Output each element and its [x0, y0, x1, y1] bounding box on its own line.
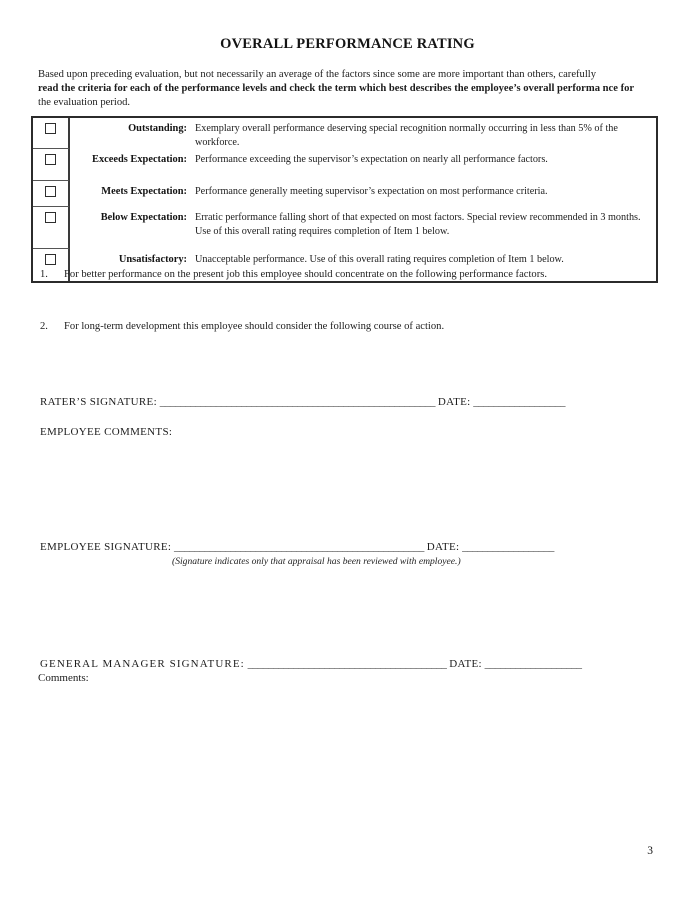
rater-date-field[interactable]: __________________	[473, 396, 566, 408]
general-manager-signature-label: GENERAL MANAGER SIGNATURE:	[40, 658, 245, 670]
checkbox-icon[interactable]	[45, 186, 56, 197]
checkbox-icon[interactable]	[45, 154, 56, 165]
rating-desc-line: Exemplary overall performance deserving special recognition normally occurring in less than 5% of the workforce.	[195, 123, 618, 148]
rating-description-outstanding	[195, 118, 656, 149]
rating-description-meets-expectation	[195, 181, 656, 207]
item-text: For long-term development this employee should consider the following course of action.	[64, 321, 445, 332]
rating-description-exceeds-expectation	[195, 149, 656, 181]
item-number: 2.	[40, 321, 48, 332]
rater-date-label: DATE:	[437, 396, 471, 408]
employee-signature-label: EMPLOYEE SIGNATURE:	[40, 541, 172, 553]
rating-desc-line: Performance exceeding the supervisor’s expectation on nearly all performance factors.	[195, 154, 548, 165]
table-row	[33, 207, 656, 249]
employee-date-label: DATE:	[426, 541, 460, 553]
general-manager-date-label: DATE:	[449, 658, 482, 670]
employee-comments-label	[40, 426, 172, 438]
intro-line-2: read the criteria for each of the performance levels and check the term which best describes the employee’s overall performa nce for	[38, 83, 635, 95]
intro-line-3: the evaluation period.	[38, 97, 131, 109]
rating-desc-line: Use of this overall rating requires completion of Item 1 below.	[195, 225, 450, 237]
table-row	[33, 149, 656, 181]
rating-label-meets-expectation: Meets Expectation:	[101, 186, 187, 197]
employee-comments-text: EMPLOYEE COMMENTS:	[40, 426, 173, 438]
employee-signature-field[interactable]: _________________________________________________	[174, 541, 424, 553]
rating-label-outstanding: Outstanding:	[128, 123, 187, 134]
page-number: 3	[647, 845, 653, 857]
rating-table	[31, 116, 658, 283]
table-row	[33, 181, 656, 207]
general-manager-signature-line	[40, 658, 582, 670]
item-number: 1.	[40, 269, 48, 280]
rating-desc-line: Performance generally meeting supervisor’s expectation on most performance criteria.	[195, 186, 548, 197]
rating-desc-line: Unacceptable performance. Use of this overall rating requires completion of Item 1 below.	[195, 254, 564, 265]
intro-line-1: Based upon preceding evaluation, but not necessarily an average of the factors since some are more important than others, carefully	[38, 69, 597, 80]
rater-signature-line	[40, 396, 565, 408]
rater-signature-field[interactable]: ______________________________________________________	[159, 396, 436, 408]
general-manager-comments-label	[38, 672, 89, 684]
employee-signature-line	[40, 541, 554, 553]
rating-description-below-expectation	[195, 207, 656, 249]
table-row	[33, 118, 656, 149]
checkbox-icon[interactable]	[45, 123, 56, 134]
checkbox-icon[interactable]	[45, 254, 56, 265]
employee-date-field[interactable]: __________________	[462, 541, 554, 553]
rating-label-below-expectation: Below Expectation:	[100, 212, 187, 223]
employee-signature-note: (Signature indicates only that appraisal has been reviewed with employee.)	[172, 556, 461, 567]
rating-checkbox-cell-exceeds-expectation[interactable]	[33, 149, 70, 181]
item-text: For better performance on the present job this employee should concentrate on the following performance factors.	[64, 269, 548, 280]
rating-checkbox-cell-outstanding[interactable]	[33, 118, 70, 149]
rating-checkbox-cell-meets-expectation[interactable]	[33, 181, 70, 207]
rating-label-unsatisfactory: Unsatisfactory:	[118, 254, 187, 265]
rating-desc-line: Erratic performance falling short of that expected on most factors. Special review recommended in 3 months.	[195, 212, 641, 223]
checkbox-icon[interactable]	[45, 212, 56, 223]
rater-signature-label: RATER’S SIGNATURE:	[40, 396, 157, 408]
general-manager-signature-field[interactable]: _______________________________________	[247, 658, 447, 670]
rating-checkbox-cell-below-expectation[interactable]	[33, 207, 70, 249]
intro-paragraph	[38, 68, 660, 111]
numbered-item-1	[40, 268, 650, 282]
rating-label-exceeds-expectation: Exceeds Expectation:	[92, 154, 187, 165]
general-manager-date-field[interactable]: ___________________	[484, 658, 582, 670]
page-title: OVERALL PERFORMANCE RATING	[220, 36, 475, 52]
general-manager-comments-text: Comments:	[38, 672, 89, 684]
numbered-item-2	[40, 320, 650, 334]
